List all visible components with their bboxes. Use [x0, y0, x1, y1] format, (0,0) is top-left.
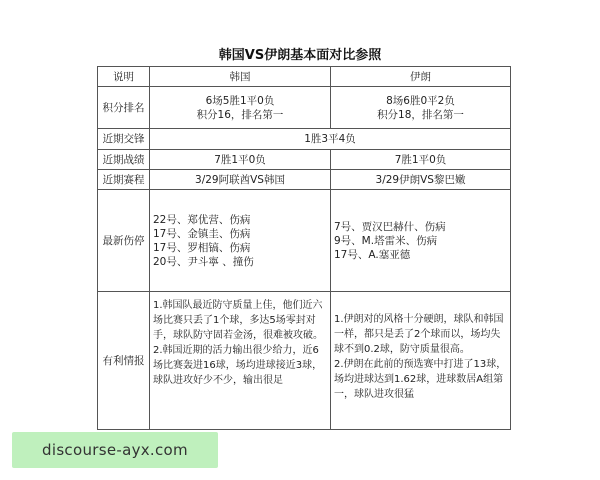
- row-form: [98, 150, 511, 170]
- row-label: 有利情报: [98, 292, 150, 430]
- info-team-b: [331, 292, 511, 430]
- page-title: 韩国VS伊朗基本面对比参照: [218, 48, 382, 63]
- h2h-value: 1胜3平4负: [150, 129, 511, 150]
- row-label: 近期交锋: [98, 129, 150, 150]
- injury-item: 20号、尹斗寧 、撞伤: [153, 255, 254, 268]
- header-label: 说明: [98, 67, 150, 87]
- row-h2h: [98, 129, 511, 150]
- ranking-b-line: 8场6胜0平2负: [386, 94, 455, 107]
- row-injuries: [98, 190, 511, 292]
- comparison-table: [97, 66, 511, 430]
- header-team-b: 伊朗: [331, 67, 511, 87]
- info-team-a: [150, 292, 331, 430]
- info-paragraph: 1.伊朗对的风格十分硬朗，球队和韩国一样，都只是丢了2个球而以，场均失球不到0.2球，防守质量很高。: [334, 314, 504, 355]
- row-label: 近期战绩: [98, 150, 150, 170]
- ranking-a-line: 6场5胜1平0负: [205, 94, 275, 107]
- schedule-team-a: 3/29阿联酋VS韩国: [150, 170, 331, 190]
- row-label: 积分排名: [98, 87, 150, 129]
- form-team-a: 7胜1平0负: [150, 150, 331, 170]
- injury-item: 9号、M.塔雷米、伤病: [334, 234, 438, 247]
- ranking-a-line: 积分16，排名第一: [196, 108, 284, 121]
- info-paragraph: 2.伊朗在此前的预选赛中打进了13球，场均进球达到1.62球，进球数居A组第一，球队进攻很猛: [334, 359, 507, 400]
- row-label: 近期赛程: [98, 170, 150, 190]
- row-label: 最新伤停: [98, 190, 150, 292]
- injuries-team-a: [150, 190, 331, 292]
- info-paragraph: 1.韩国队最近防守质量上佳，他们近六场比赛只丢了1个球，多达5场零封对手，球队防守固若金汤，很难被攻破。: [153, 300, 323, 341]
- table-header-row: [98, 67, 511, 87]
- injury-item: 17号、A.塞亚德: [334, 248, 411, 261]
- injuries-team-b: [331, 190, 511, 292]
- schedule-team-b: 3/29伊朗VS黎巴嫩: [331, 170, 511, 190]
- injury-item: 17号、金镇圭、伤病: [153, 227, 251, 240]
- ranking-team-a: [150, 87, 331, 129]
- injury-item: 17号、罗相镐、伤病: [153, 241, 251, 254]
- ranking-b-line: 积分18，排名第一: [377, 108, 464, 121]
- watermark: discourse-ayx.com: [12, 432, 218, 468]
- row-info: [98, 292, 511, 430]
- ranking-team-b: [331, 87, 511, 129]
- injury-item: 22号、郑优营、伤病: [153, 213, 251, 226]
- header-team-a: 韩国: [150, 67, 331, 87]
- row-schedule: [98, 170, 511, 190]
- row-ranking: [98, 87, 511, 129]
- form-team-b: 7胜1平0负: [331, 150, 511, 170]
- info-paragraph: 2.韩国近期的活力输出很少给力，近6场比赛轰进16球，场均进球接近3球，球队进攻好少不少，输出很足: [153, 345, 323, 386]
- injury-item: 7号、贾汉巴赫什、伤病: [334, 220, 446, 233]
